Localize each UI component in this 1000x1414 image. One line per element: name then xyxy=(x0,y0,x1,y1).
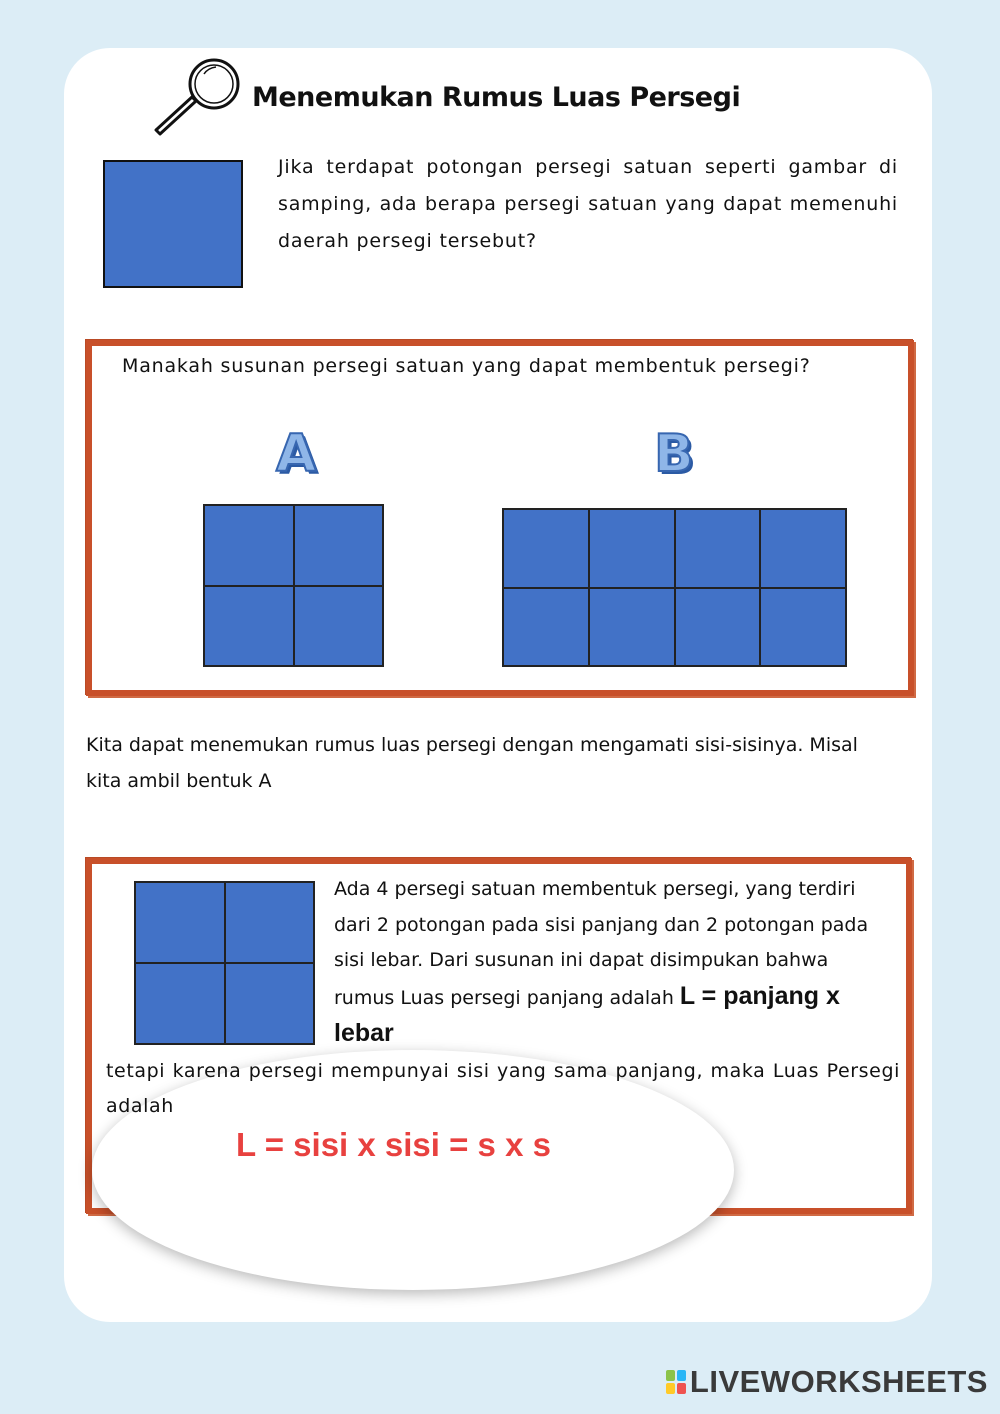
option-b-label: B xyxy=(654,424,694,484)
magnifier-icon xyxy=(152,56,242,140)
explanation-block xyxy=(334,872,894,1054)
unit-square xyxy=(295,587,383,666)
unit-square xyxy=(504,589,588,666)
brand-logo xyxy=(666,1364,988,1400)
unit-square xyxy=(103,160,243,288)
unit-square xyxy=(504,510,588,587)
square-formula: L = sisi x sisi = s x s xyxy=(236,1126,551,1163)
unit-square xyxy=(226,964,314,1043)
rect-formula: L = panjang x lebar xyxy=(334,981,840,1047)
page-title: Menemukan Rumus Luas Persegi xyxy=(252,82,741,113)
option-b-grid[interactable] xyxy=(502,508,847,667)
unit-square xyxy=(676,510,760,587)
brand-icon xyxy=(666,1370,686,1394)
unit-square xyxy=(226,883,314,962)
unit-square xyxy=(205,506,293,585)
example-grid xyxy=(134,881,315,1045)
option-a-label: A xyxy=(276,424,317,484)
intro-text: Jika terdapat potongan persegi satuan seperti gambar di samping, ada berapa persegi satuan yang dapat memenuhi daerah persegi tersebut? xyxy=(278,156,898,252)
observation-text: Kita dapat menemukan rumus luas persegi dengan mengamati sisi-sisinya. Misal kita ambil bentuk A xyxy=(86,734,858,792)
option-a-grid[interactable] xyxy=(203,504,384,667)
brand-name: LIVEWORKSHEETS xyxy=(689,1364,988,1399)
unit-square xyxy=(676,589,760,666)
conclusion-text: tetapi karena persegi mempunyai sisi yang sama panjang, maka Luas Persegi adalah xyxy=(106,1060,900,1117)
explanation-text: Ada 4 persegi satuan membentuk persegi, yang terdiri dari 2 potongan pada sisi panjang dan 2 potongan pada sisi lebar. Dari susunan ini dapat disimpukan bahwa rumus Luas persegi panjang adalah xyxy=(334,878,869,1009)
unit-square xyxy=(590,510,674,587)
unit-square xyxy=(205,587,293,666)
unit-square xyxy=(136,883,224,962)
unit-square xyxy=(295,506,383,585)
unit-square xyxy=(761,510,845,587)
unit-square xyxy=(136,964,224,1043)
unit-square xyxy=(590,589,674,666)
unit-square xyxy=(761,589,845,666)
question-text: Manakah susunan persegi satuan yang dapat membentuk persegi? xyxy=(122,355,811,377)
